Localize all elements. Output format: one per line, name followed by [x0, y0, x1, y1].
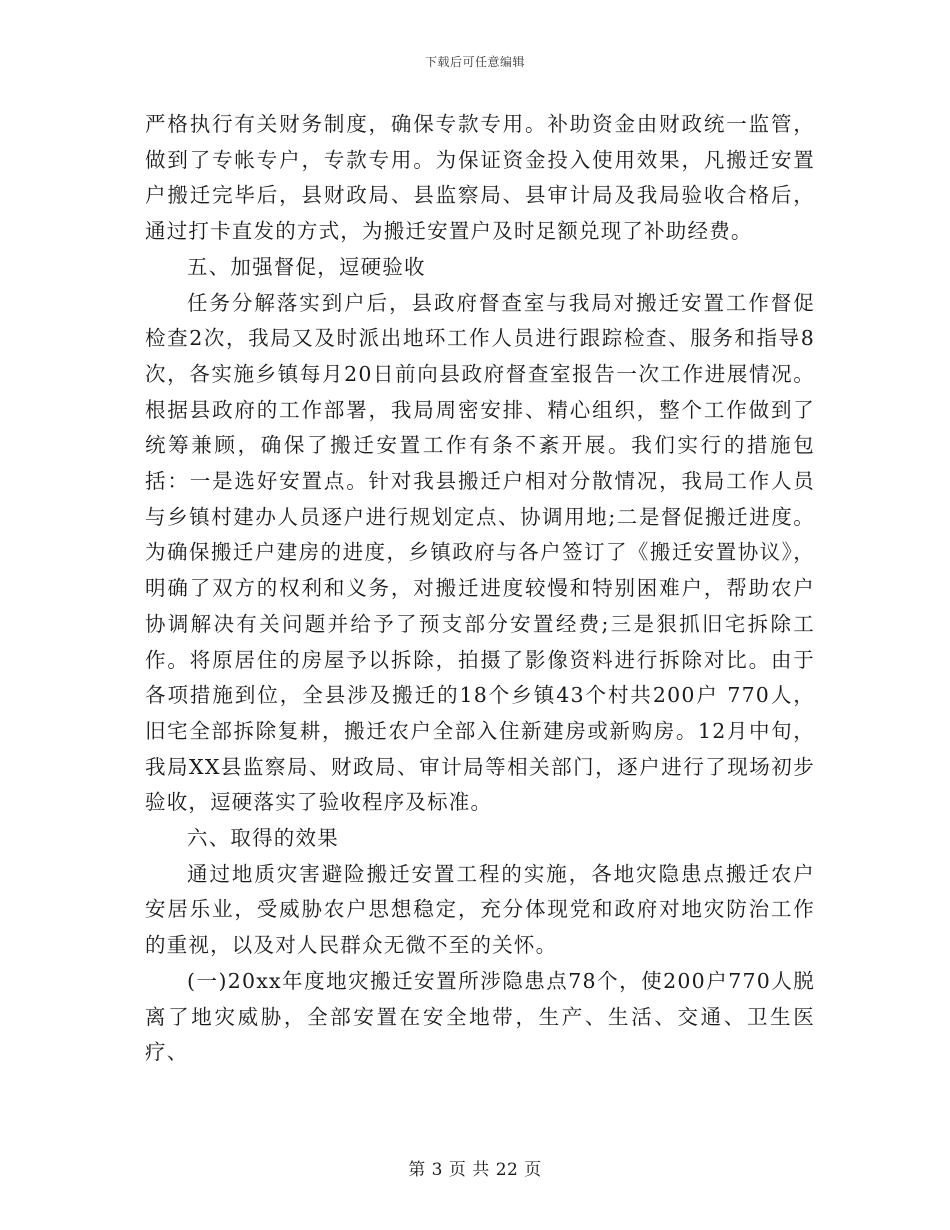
paragraph-supervision: 任务分解落实到户后，县政府督查室与我局对搬迁安置工作督促检查2次，我局又及时派出地环工作人员进行跟踪检查、服务和指导8次，各实施乡镇每月20日前向县政府督查室报告一次工作进展情况。根据县政府的工作部署，我局周密安排、精心组织，整个工作做到了统筹兼顾，确保了搬迁安置工作有条不紊开展。我们实行的措施包括：一是选好安置点。针对我县搬迁户相对分散情况，我局工作人员与乡镇村建办人员逐户进行规划定点、协调用地;二是督促搬迁进度。为确保搬迁户建房的进度，乡镇政府与各户签订了《搬迁安置协议》，明确了双方的权利和义务，对搬迁进度较慢和特别困难户，帮助农户协调解决有关问题并给予了预支部分安置经费;三是狠抓旧宅拆除工作。将原居住的房屋予以拆除，拍摄了影像资料进行拆除对比。由于各项措施到位，全县涉及搬迁的18个乡镇43个村共200户 770人，旧宅全部拆除复耕，搬迁农户全部入住新建房或新购房。12月中旬，我局XX县监察局、财政局、审计局等相关部门，逐户进行了现场初步验收，逗硬落实了验收程序及标准。	[145, 290, 815, 815]
page-header-note: 下载后可任意编辑	[424, 55, 525, 69]
document-body	[145, 107, 815, 1071]
paragraph-effects: 通过地质灾害避险搬迁安置工程的实施，各地灾隐患点搬迁农户安居乐业，受威胁农户思想稳定，充分体现党和政府对地灾防治工作的重视，以及对人民群众无微不至的关怀。	[145, 861, 815, 958]
paragraph-finance-rules: 严格执行有关财务制度，确保专款专用。补助资金由财政统一监管，做到了专帐专户，专款专用。为保证资金投入使用效果，凡搬迁安置户搬迁完毕后，县财政局、县监察局、县审计局及我局验收合格后，通过打卡直发的方式，为搬迁安置户及时足额兑现了补助经费。	[145, 112, 815, 244]
section-heading-5: 五、加强督促，逗硬验收	[187, 254, 426, 279]
section-heading-6: 六、取得的效果	[187, 826, 339, 851]
page-number-footer: 第 3 页 共 22 页	[408, 1160, 542, 1180]
paragraph-item-1: (一)20xx年度地灾搬迁安置所涉隐患点78个，使200户770人脱离了地灾威胁，全部安置在安全地带，生产、生活、交通、卫生医疗、	[145, 968, 815, 1065]
